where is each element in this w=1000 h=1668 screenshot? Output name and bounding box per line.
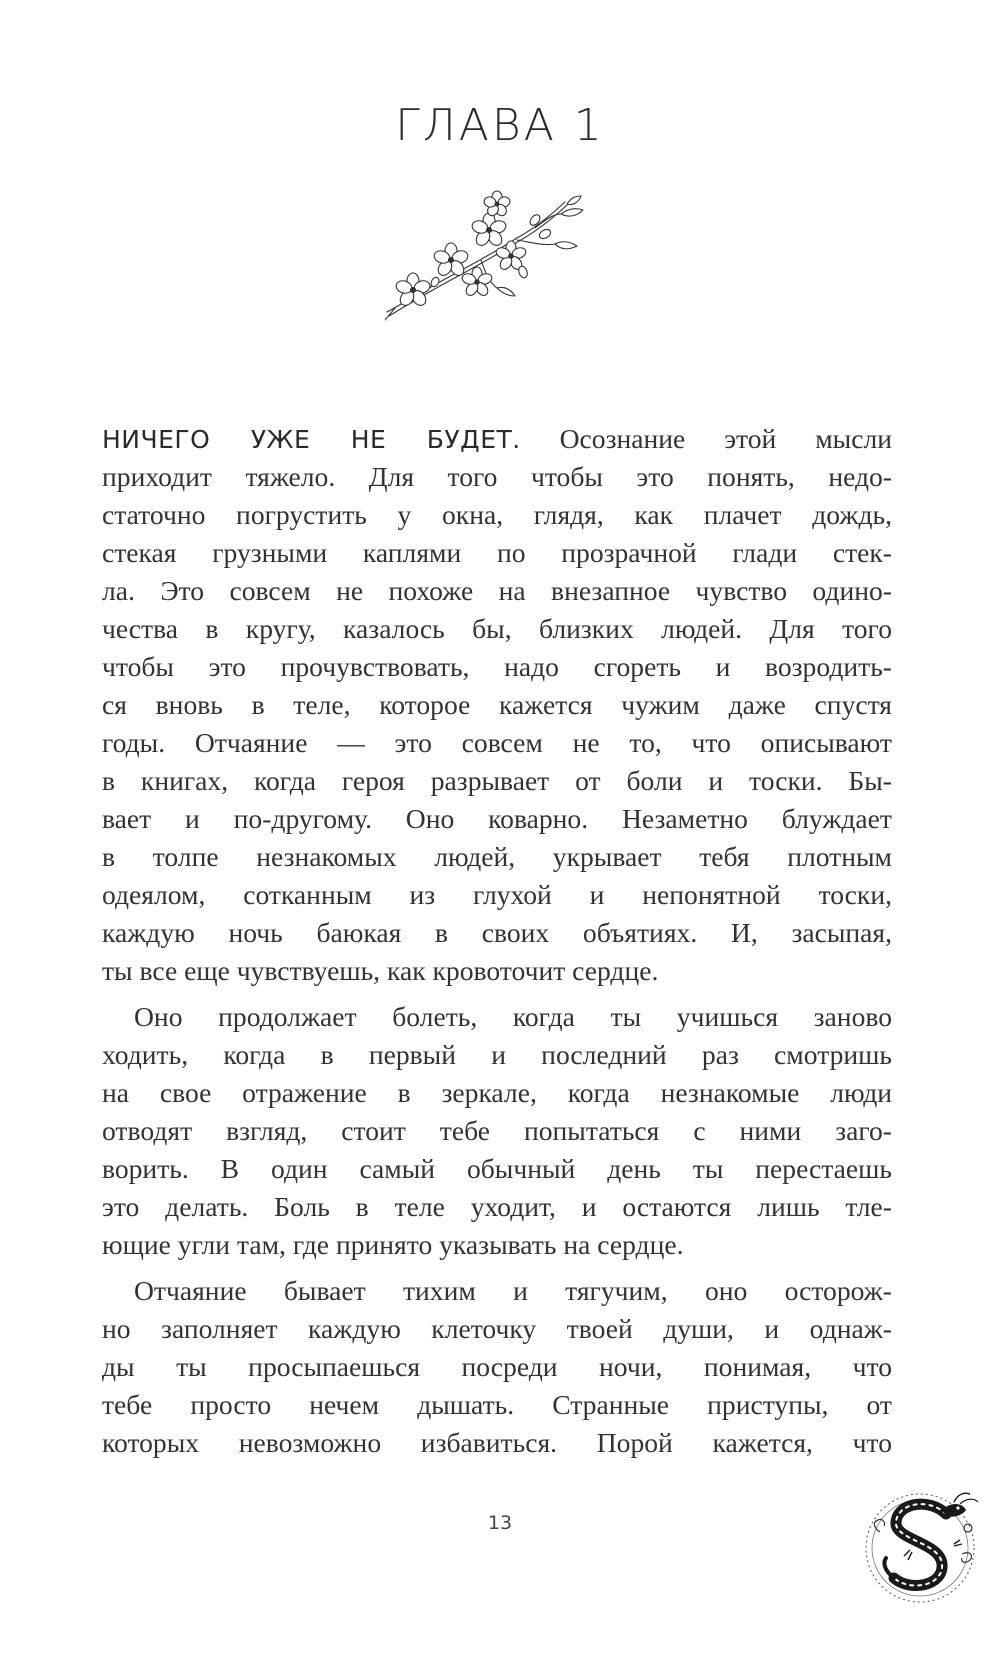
text-line: одеялом, сотканным из глухой и непонятной тоски, xyxy=(102,879,892,910)
text-line: ся вновь в теле, которое кажется чужим даже спустя xyxy=(102,689,892,720)
text-line: ла. Это совсем не похоже на внезапное чувство одино- xyxy=(102,575,892,606)
text-line: Отчаяние бывает тихим и тягучим, оно осторож- xyxy=(134,1275,892,1306)
paragraph-2 xyxy=(102,998,892,1264)
text-line: ющие угли там, где принято указывать на сердце. xyxy=(102,1229,684,1260)
text-line: ходить, когда в первый и последний раз смотришь xyxy=(102,1039,892,1070)
lead-in-caps: НИЧЕГО УЖЕ НЕ БУДЕТ. xyxy=(102,425,521,454)
text-line: приходит тяжело. Для того чтобы это понять, недо- xyxy=(102,461,892,492)
text-line: которых невозможно избавиться. Порой кажется, что xyxy=(102,1427,892,1458)
text-line: Оно продолжает болеть, когда ты учишься заново xyxy=(134,1001,892,1032)
text-line: ты все еще чувствуешь, как кровоточит сердце. xyxy=(102,955,659,986)
text-line: тебе просто нечем дышать. Странные приступы, от xyxy=(102,1389,892,1420)
paragraph-1 xyxy=(102,420,892,990)
text-line: на свое отражение в зеркале, когда незнакомые люди xyxy=(102,1077,892,1108)
text-line: статочно погрустить у окна, глядя, как плачет дождь, xyxy=(102,499,892,530)
paragraph-3 xyxy=(102,1272,892,1462)
text-line: НИЧЕГО УЖЕ НЕ БУДЕТ. Осознание этой мысли xyxy=(102,423,892,454)
cherry-blossom-branch-icon xyxy=(385,190,595,340)
text-line: отводят взгляд, стоит тебе попытаться с ними заго- xyxy=(102,1115,892,1146)
text-line: стекая грузными каплями по прозрачной глади стек- xyxy=(102,537,892,568)
text-line: годы. Отчаяние — это совсем не то, что описывают xyxy=(102,727,892,758)
dragon-circle-emblem-icon xyxy=(850,1480,990,1610)
text-line: каждую ночь баюкая в своих объятиях. И, засыпая, xyxy=(102,917,892,948)
text-line: чтобы это прочувствовать, надо сгореть и возродить- xyxy=(102,651,892,682)
text-line: это делать. Боль в теле уходит, и остаются лишь тле- xyxy=(102,1191,892,1222)
page-number: 13 xyxy=(487,1512,513,1534)
text-line: ворить. В один самый обычный день ты перестаешь xyxy=(102,1153,892,1184)
chapter-text xyxy=(102,420,892,1462)
text-line: но заполняет каждую клеточку твоей души, и однаж- xyxy=(102,1313,892,1344)
text-line: чества в кругу, казалось бы, близких людей. Для того xyxy=(102,613,892,644)
chapter-title: ГЛАВА 1 xyxy=(395,100,605,151)
text-line: в книгах, когда героя разрывает от боли и тоски. Бы- xyxy=(102,765,892,796)
text-line: вает и по-другому. Оно коварно. Незаметно блуждает xyxy=(102,803,892,834)
text-line: в толпе незнакомых людей, укрывает тебя плотным xyxy=(102,841,892,872)
text-line: ды ты просыпаешься посреди ночи, понимая, что xyxy=(102,1351,892,1382)
